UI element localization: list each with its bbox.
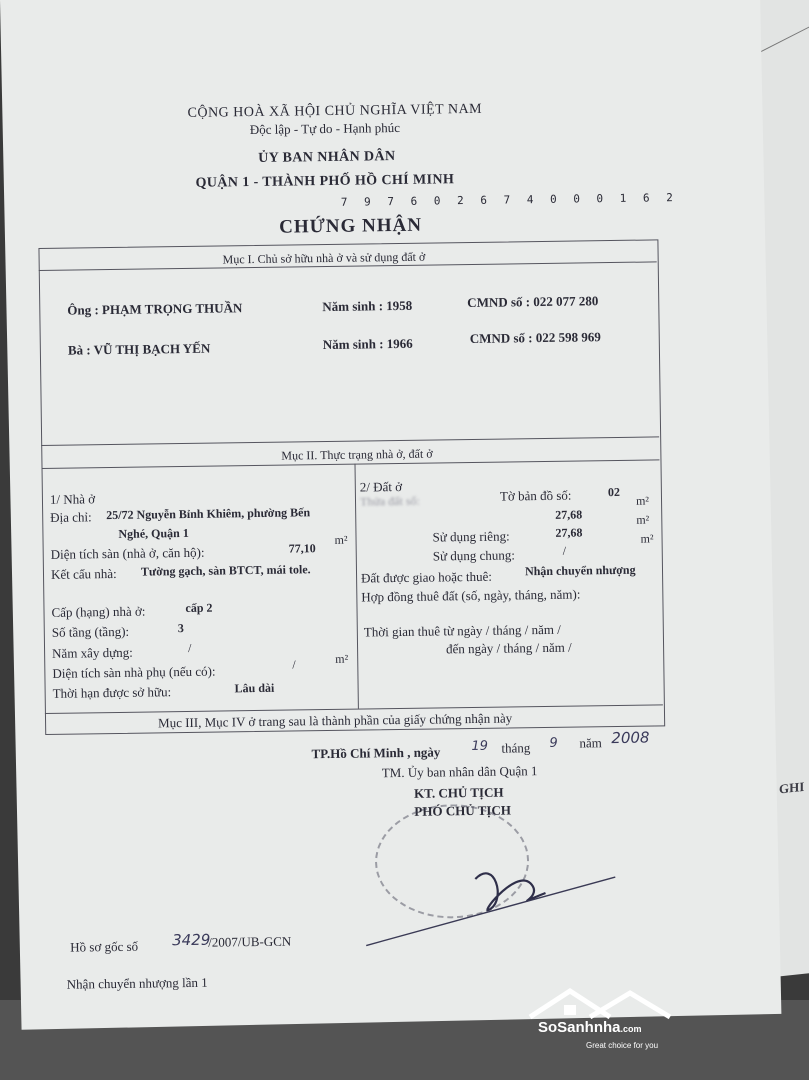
private-use-unit: m² [636, 512, 650, 527]
serial-number: 7 9 7 6 0 2 6 7 4 0 0 0 1 6 2 [340, 191, 678, 209]
motto: Độc lập - Tự do - Hạnh phúc [249, 119, 401, 138]
month-label: tháng [501, 740, 531, 756]
file-number-suffix: /2007/UB-GCN [208, 933, 292, 950]
lease-from: Thời gian thuê từ ngày / tháng / năm / [363, 621, 561, 640]
aux-area-label: Diện tích sàn nhà phụ (nếu có): [52, 663, 216, 681]
floors-value: 3 [177, 621, 184, 636]
kt-chairman: KT. CHỦ TỊCH [413, 784, 504, 801]
built-year-value: / [187, 640, 192, 655]
land-title: 2/ Đất ở [359, 478, 403, 495]
adjacent-page-text: GHI [779, 778, 805, 797]
country-heading: CỘNG HOÀ XÃ HỘI CHỦ NGHĨA VIỆT NAM [187, 101, 483, 121]
lease-contract-label: Hợp đồng thuê đất (số, ngày, tháng, năm): [361, 586, 581, 605]
ownership-term-value: Lâu dài [234, 680, 275, 696]
year-value: 2008 [611, 728, 650, 748]
place-date-label: TP.Hồ Chí Minh , ngày [311, 744, 441, 762]
map-sheet-label: Tờ bản đồ số: [499, 487, 572, 504]
allocation-label: Đất được giao hoặc thuê: [360, 568, 493, 586]
file-number-label: Hồ sơ gốc số [70, 938, 139, 955]
month-value: 9 [549, 735, 558, 751]
section1-heading: Mục I. Chủ sở hữu nhà ở và sử dụng đất ở [222, 249, 426, 267]
aux-area-unit: m² [335, 651, 349, 666]
next-page-note: Mục III, Mục IV ở trang sau là thành phần của giấy chứng nhận này [157, 710, 513, 731]
grade-label: Cấp (hạng) nhà ở: [51, 603, 146, 620]
owner-1-name: Ông : PHẠM TRỌNG THUẦN [67, 300, 243, 318]
house-title: 1/ Nhà ở [49, 491, 96, 507]
built-year-label: Năm xây dựng: [52, 644, 133, 661]
signature-stroke [355, 837, 627, 951]
floors-label: Số tầng (tầng): [51, 623, 130, 640]
watermark-name: SoSanhnha.com [538, 1019, 642, 1036]
land-area-value: 27,68 [555, 507, 583, 522]
floor-area-value: 77,10 [288, 541, 316, 556]
file-number-handwritten: 3429 [171, 930, 211, 950]
day-value: 19 [471, 738, 489, 755]
document-title: CHỨNG NHẬN [279, 214, 423, 238]
shared-use-label: Sử dụng chung: [432, 547, 516, 564]
on-behalf-of: TM. Ủy ban nhân dân Quận 1 [381, 763, 538, 781]
ownership-term-label: Thời hạn được sở hữu: [52, 684, 172, 701]
watermark-tagline: Great choice for you [586, 1041, 659, 1050]
aux-area-value: / [292, 657, 296, 672]
committee-heading: ỦY BAN NHÂN DÂN [258, 149, 396, 166]
private-use-label: Sử dụng riêng: [432, 528, 510, 545]
address-line-2: Nghé, Quận 1 [118, 525, 189, 541]
land-area-unit: m² [635, 493, 650, 508]
year-label: năm [579, 735, 602, 751]
lease-to: đến ngày / tháng / năm / [445, 639, 572, 657]
map-sheet-value: 02 [607, 484, 621, 500]
grade-value: cấp 2 [185, 600, 213, 616]
shared-use-value: / [562, 543, 567, 558]
owner-2-name: Bà : VŨ THỊ BẠCH YẾN [67, 340, 211, 358]
owner-2-birth: Năm sinh : 1966 [322, 335, 413, 353]
owner-2-id: CMND số : 022 598 969 [469, 329, 601, 347]
allocation-value: Nhận chuyển nhượng [524, 562, 636, 579]
vice-chairman: PHÓ CHỦ TỊCH [414, 802, 512, 819]
floor-area-label: Diện tích sàn (nhà ở, căn hộ): [50, 544, 205, 562]
shared-use-unit: m² [640, 531, 654, 546]
structure-label: Kết cấu nhà: [50, 565, 117, 582]
obscured-text: Thửa đất số: [359, 493, 420, 509]
structure-value: Tường gạch, sàn BTCT, mái tole. [140, 562, 311, 579]
address-label: Địa chỉ: [50, 509, 92, 525]
watermark-logo [520, 985, 680, 1060]
floor-area-unit: m² [334, 532, 348, 547]
section2-heading: Mục II. Thực trạng nhà ở, đất ở [281, 446, 433, 463]
private-use-value: 27,68 [555, 525, 583, 540]
district-heading: QUẬN 1 - THÀNH PHỐ HỒ CHÍ MINH [195, 172, 455, 191]
owner-1-birth: Năm sinh : 1958 [322, 297, 413, 315]
address-line-1: 25/72 Nguyễn Bỉnh Khiêm, phường Bến [106, 505, 311, 523]
transfer-note: Nhận chuyển nhượng lần 1 [66, 974, 208, 992]
owner-1-id: CMND số : 022 077 280 [467, 293, 599, 311]
